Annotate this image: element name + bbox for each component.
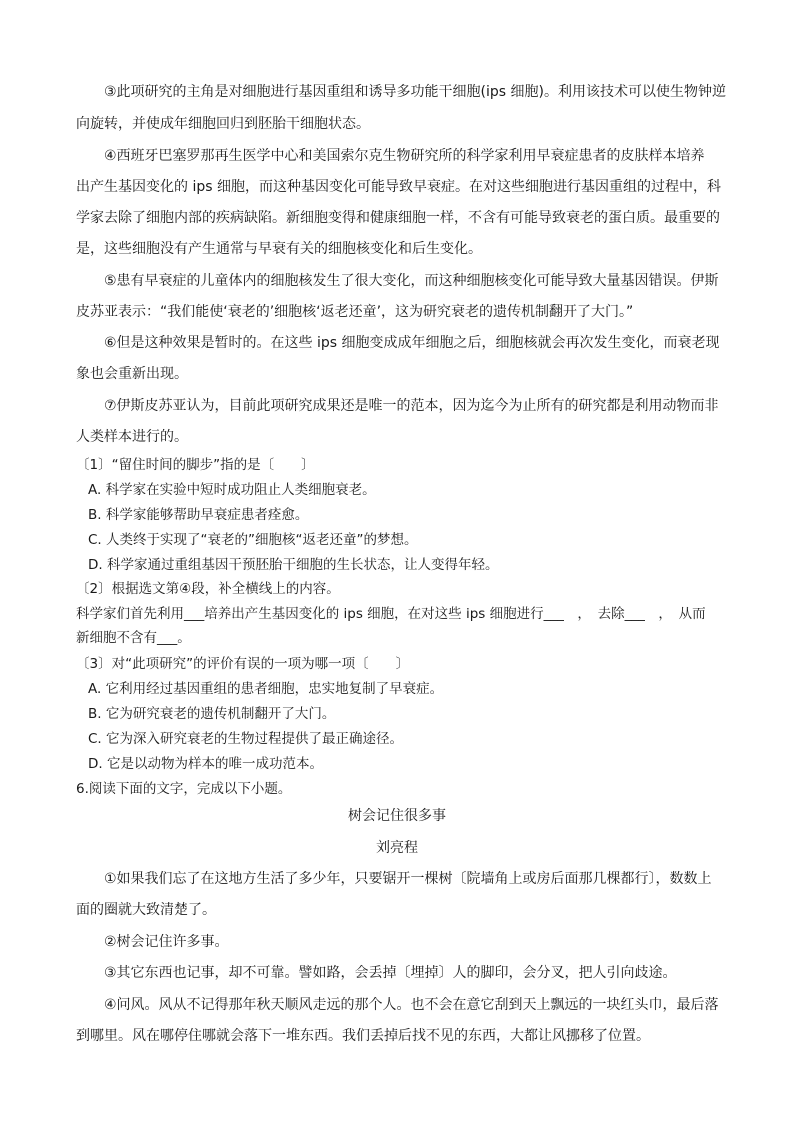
- paragraph-7-line-1: ⑦伊斯皮苏亚认为，目前此项研究成果还是唯一的范本，因为迄今为止所有的研究都是利用动物而非: [104, 398, 719, 414]
- article-paragraph-1-line-1: ①如果我们忘了在这地方生活了多少年，只要锯开一棵树〔院墙角上或房后面那几棵都行〕，数数上: [104, 871, 712, 887]
- question-1-stem: 〔1〕“留住时间的脚步”指的是〔 〕: [76, 457, 315, 473]
- article-paragraph-3: ③其它东西也记事，却不可靠。譬如路，会丢掉〔埋掉〕人的脚印，会分叉，把人引向歧途。: [104, 965, 677, 981]
- paragraph-3-line-1: ③此项研究的主角是对细胞进行基因重组和诱导多功能干细胞(ips 细胞)。利用该技术可以使生物钟逆: [104, 84, 726, 100]
- question-2-fill-line-1: 科学家们首先利用___培养出产生基因变化的 ips 细胞，在对这些 ips 细胞进行___ ， 去除___ ， 从而: [76, 606, 706, 622]
- question-2-stem: 〔2〕根据选文第④段，补全横线上的内容。: [76, 581, 340, 597]
- paragraph-4-line-3: 学家去除了细胞内部的疾病缺陷。新细胞变得和健康细胞一样，不含有可能导致衰老的蛋白质。最重要的: [76, 210, 720, 226]
- paragraph-5-line-1: ⑤患有早衰症的儿童体内的细胞核发生了很大变化，而这种细胞核变化可能导致大量基因错误。伊斯: [104, 273, 719, 289]
- paragraph-7-line-2: 人类样本进行的。: [76, 429, 188, 445]
- article-paragraph-2: ②树会记住许多事。: [104, 934, 229, 950]
- question-3-stem: 〔3〕对“此项研究”的评价有误的一项为哪一项〔 〕: [76, 656, 410, 672]
- section-6-heading: 6.阅读下面的文字，完成以下小题。: [76, 781, 292, 797]
- article-author: 刘亮程: [376, 840, 418, 856]
- question-3-option-a: A. 它利用经过基因重组的患者细胞，忠实地复制了早衰症。: [88, 681, 444, 697]
- question-2-fill-line-2: 新细胞不含有___。: [76, 630, 191, 646]
- question-3-option-b: B. 它为研究衰老的遗传机制翻开了大门。: [88, 706, 336, 722]
- paragraph-6-line-2: 象也会重新出现。: [76, 366, 188, 382]
- question-1-option-c: C. 人类终于实现了“衰老的”细胞核“返老还童”的梦想。: [88, 532, 418, 548]
- paragraph-3-line-2: 向旋转，并使成年细胞回归到胚胎干细胞状态。: [76, 116, 370, 132]
- paragraph-4-line-4: 是，这些细胞没有产生通常与早衰有关的细胞核变化和后生变化。: [76, 241, 482, 257]
- question-3-option-d: D. 它是以动物为样本的唯一成功范本。: [88, 756, 323, 772]
- question-1-option-d: D. 科学家通过重组基因干预胚胎干细胞的生长状态，让人变得年轻。: [88, 557, 499, 573]
- article-title: 树会记住很多事: [348, 808, 446, 824]
- paragraph-6-line-1: ⑥但是这种效果是暂时的。在这些 ips 细胞变成成年细胞之后，细胞核就会再次发生变化，而衰老现: [104, 335, 720, 351]
- article-paragraph-4-line-2: 到哪里。风在哪停住哪就会落下一堆东西。我们丢掉后找不见的东西，大都让风挪移了位置。: [76, 1028, 650, 1044]
- article-paragraph-4-line-1: ④问风。风从不记得那年秋天顺风走远的那个人。也不会在意它刮到天上飘远的一块红头巾，最后落: [104, 997, 719, 1013]
- paragraph-4-line-1: ④西班牙巴塞罗那再生医学中心和美国索尔克生物研究所的科学家利用早衰症患者的皮肤样本培养: [104, 148, 705, 164]
- paragraph-4-line-2: 出产生基因变化的 ips 细胞，而这种基因变化可能导致早衰症。在对这些细胞进行基因重组的过程中，科: [76, 179, 721, 195]
- article-paragraph-1-line-2: 面的圈就大致清楚了。: [76, 902, 216, 918]
- question-1-option-b: B. 科学家能够帮助早衰症患者痊愈。: [88, 507, 309, 523]
- question-1-option-a: A. 科学家在实验中短时成功阻止人类细胞衰老。: [88, 482, 376, 498]
- paragraph-5-line-2: 皮苏亚表示：“我们能使‘衰老的’细胞核‘返老还童’，这为研究衰老的遗传机制翻开了大门。”: [76, 304, 634, 320]
- question-3-option-c: C. 它为深入研究衰老的生物过程提供了最正确途径。: [88, 731, 404, 747]
